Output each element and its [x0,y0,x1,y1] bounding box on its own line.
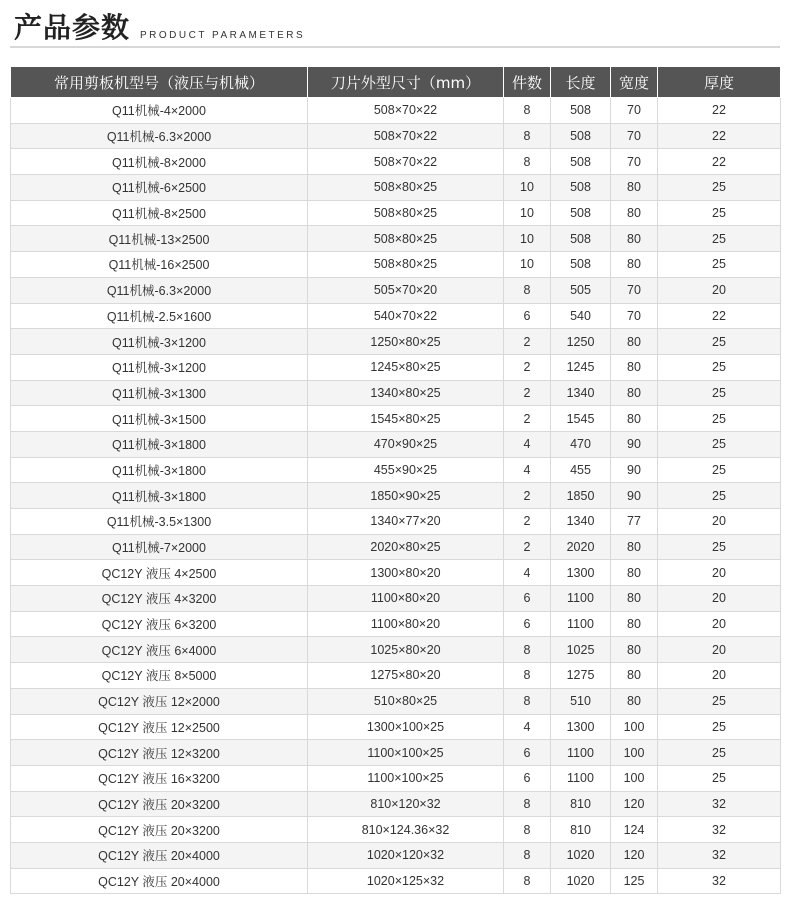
cell-quantity: 4 [504,714,551,740]
cell-length: 810 [551,791,611,817]
cell-length: 1850 [551,483,611,509]
cell-thickness: 25 [658,714,781,740]
cell-quantity: 8 [504,791,551,817]
cell-width: 80 [611,534,658,560]
cell-width: 80 [611,663,658,689]
cell-length: 508 [551,226,611,252]
cell-length: 1100 [551,740,611,766]
cell-blade-size: 1100×100×25 [308,740,504,766]
cell-quantity: 2 [504,483,551,509]
cell-length: 1545 [551,406,611,432]
table-row [11,534,781,560]
cell-model: Q11机械-3×1500 [11,406,308,432]
column-header-quantity: 件数 [504,67,551,98]
cell-blade-size: 2020×80×25 [308,534,504,560]
cell-width: 125 [611,868,658,894]
cell-thickness: 25 [658,688,781,714]
table-row [11,226,781,252]
cell-thickness: 20 [658,586,781,612]
cell-model: Q11机械-3×1200 [11,354,308,380]
cell-width: 90 [611,483,658,509]
cell-quantity: 6 [504,765,551,791]
cell-quantity: 8 [504,868,551,894]
cell-quantity: 8 [504,637,551,663]
cell-thickness: 25 [658,457,781,483]
cell-model: QC12Y 液压 20×3200 [11,791,308,817]
cell-thickness: 20 [658,637,781,663]
cell-width: 80 [611,200,658,226]
cell-thickness: 20 [658,611,781,637]
cell-quantity: 8 [504,817,551,843]
cell-model: QC12Y 液压 4×2500 [11,560,308,586]
cell-quantity: 10 [504,252,551,278]
cell-thickness: 25 [658,175,781,201]
cell-width: 90 [611,457,658,483]
cell-model: Q11机械-6.3×2000 [11,277,308,303]
cell-quantity: 10 [504,226,551,252]
cell-length: 1300 [551,714,611,740]
cell-blade-size: 810×120×32 [308,791,504,817]
cell-model: QC12Y 液压 6×4000 [11,637,308,663]
cell-width: 70 [611,277,658,303]
cell-blade-size: 540×70×22 [308,303,504,329]
cell-length: 540 [551,303,611,329]
cell-model: Q11机械-3×1800 [11,483,308,509]
cell-width: 124 [611,817,658,843]
table-row [11,431,781,457]
cell-width: 80 [611,560,658,586]
table-row [11,483,781,509]
cell-width: 70 [611,123,658,149]
cell-blade-size: 1850×90×25 [308,483,504,509]
cell-length: 1100 [551,611,611,637]
cell-model: QC12Y 液压 12×2000 [11,688,308,714]
cell-thickness: 25 [658,200,781,226]
cell-quantity: 2 [504,354,551,380]
cell-quantity: 8 [504,123,551,149]
cell-thickness: 32 [658,842,781,868]
cell-model: QC12Y 液压 8×5000 [11,663,308,689]
column-header-blade-size: 刀片外型尺寸（mm） [308,67,504,98]
cell-width: 70 [611,98,658,124]
table-row [11,252,781,278]
cell-model: Q11机械-3×1300 [11,380,308,406]
cell-thickness: 22 [658,98,781,124]
cell-model: QC12Y 液压 16×3200 [11,765,308,791]
cell-blade-size: 1250×80×25 [308,329,504,355]
cell-width: 80 [611,586,658,612]
cell-length: 508 [551,200,611,226]
cell-model: Q11机械-16×2500 [11,252,308,278]
cell-model: Q11机械-13×2500 [11,226,308,252]
cell-thickness: 22 [658,123,781,149]
cell-quantity: 6 [504,303,551,329]
cell-quantity: 6 [504,586,551,612]
cell-width: 80 [611,637,658,663]
cell-blade-size: 508×70×22 [308,149,504,175]
cell-width: 70 [611,149,658,175]
table-row [11,149,781,175]
cell-blade-size: 1100×100×25 [308,765,504,791]
table-row [11,868,781,894]
cell-length: 505 [551,277,611,303]
cell-thickness: 25 [658,329,781,355]
cell-length: 470 [551,431,611,457]
cell-blade-size: 510×80×25 [308,688,504,714]
cell-length: 1020 [551,842,611,868]
cell-model: QC12Y 液压 20×4000 [11,868,308,894]
cell-length: 1245 [551,354,611,380]
table-row [11,842,781,868]
cell-model: Q11机械-4×2000 [11,98,308,124]
cell-blade-size: 1100×80×20 [308,611,504,637]
cell-length: 1020 [551,868,611,894]
table-row [11,714,781,740]
cell-length: 1340 [551,509,611,535]
cell-thickness: 25 [658,354,781,380]
cell-quantity: 2 [504,406,551,432]
column-header-width: 宽度 [611,67,658,98]
table-row [11,586,781,612]
cell-blade-size: 508×80×25 [308,252,504,278]
cell-thickness: 32 [658,868,781,894]
cell-width: 70 [611,303,658,329]
cell-length: 508 [551,252,611,278]
header-divider [10,46,780,48]
table-row [11,740,781,766]
cell-length: 1100 [551,586,611,612]
cell-blade-size: 810×124.36×32 [308,817,504,843]
table-body [11,98,781,894]
cell-blade-size: 1020×125×32 [308,868,504,894]
column-header-length: 长度 [551,67,611,98]
cell-blade-size: 508×80×25 [308,200,504,226]
cell-model: QC12Y 液压 12×3200 [11,740,308,766]
cell-width: 90 [611,431,658,457]
cell-length: 455 [551,457,611,483]
cell-blade-size: 1340×77×20 [308,509,504,535]
cell-thickness: 22 [658,303,781,329]
cell-length: 508 [551,175,611,201]
cell-width: 80 [611,380,658,406]
cell-model: Q11机械-8×2000 [11,149,308,175]
page-title: 产品参数 [14,11,131,44]
cell-blade-size: 1545×80×25 [308,406,504,432]
cell-model: Q11机械-3×1800 [11,431,308,457]
cell-blade-size: 1025×80×20 [308,637,504,663]
cell-thickness: 32 [658,791,781,817]
cell-model: Q11机械-3.5×1300 [11,509,308,535]
table-row [11,509,781,535]
table-row [11,817,781,843]
cell-model: Q11机械-6.3×2000 [11,123,308,149]
cell-thickness: 20 [658,509,781,535]
cell-blade-size: 1245×80×25 [308,354,504,380]
cell-thickness: 25 [658,483,781,509]
cell-model: Q11机械-3×1200 [11,329,308,355]
cell-width: 80 [611,611,658,637]
cell-length: 1100 [551,765,611,791]
cell-quantity: 6 [504,740,551,766]
table-row [11,329,781,355]
cell-thickness: 20 [658,560,781,586]
cell-quantity: 4 [504,457,551,483]
table-row [11,123,781,149]
cell-quantity: 4 [504,560,551,586]
cell-quantity: 4 [504,431,551,457]
table-row [11,200,781,226]
cell-thickness: 22 [658,149,781,175]
cell-thickness: 25 [658,534,781,560]
cell-width: 80 [611,226,658,252]
cell-model: Q11机械-2.5×1600 [11,303,308,329]
cell-blade-size: 508×70×22 [308,123,504,149]
page-header [0,0,790,50]
cell-width: 80 [611,252,658,278]
cell-model: QC12Y 液压 20×4000 [11,842,308,868]
cell-blade-size: 1020×120×32 [308,842,504,868]
cell-quantity: 2 [504,380,551,406]
cell-blade-size: 1340×80×25 [308,380,504,406]
cell-length: 508 [551,149,611,175]
cell-blade-size: 455×90×25 [308,457,504,483]
table-row [11,688,781,714]
cell-thickness: 20 [658,663,781,689]
cell-thickness: 32 [658,817,781,843]
table-row [11,765,781,791]
cell-thickness: 25 [658,252,781,278]
cell-length: 508 [551,123,611,149]
cell-blade-size: 508×80×25 [308,226,504,252]
cell-model: Q11机械-6×2500 [11,175,308,201]
table-row [11,98,781,124]
cell-width: 100 [611,765,658,791]
cell-thickness: 25 [658,740,781,766]
cell-blade-size: 1300×100×25 [308,714,504,740]
cell-width: 77 [611,509,658,535]
cell-quantity: 8 [504,842,551,868]
cell-length: 1300 [551,560,611,586]
cell-quantity: 8 [504,688,551,714]
cell-quantity: 2 [504,509,551,535]
cell-width: 100 [611,740,658,766]
cell-thickness: 25 [658,380,781,406]
column-header-thickness: 厚度 [658,67,781,98]
cell-width: 80 [611,406,658,432]
cell-blade-size: 508×70×22 [308,98,504,124]
cell-model: Q11机械-7×2000 [11,534,308,560]
cell-width: 120 [611,791,658,817]
cell-quantity: 8 [504,663,551,689]
cell-blade-size: 470×90×25 [308,431,504,457]
cell-length: 2020 [551,534,611,560]
table-row [11,406,781,432]
cell-model: Q11机械-3×1800 [11,457,308,483]
cell-quantity: 2 [504,329,551,355]
cell-quantity: 8 [504,98,551,124]
cell-thickness: 25 [658,765,781,791]
cell-width: 80 [611,175,658,201]
cell-length: 510 [551,688,611,714]
table-header-row [11,67,781,98]
cell-width: 80 [611,354,658,380]
cell-model: Q11机械-8×2500 [11,200,308,226]
cell-blade-size: 508×80×25 [308,175,504,201]
product-parameters-table [10,66,781,894]
cell-model: QC12Y 液压 4×3200 [11,586,308,612]
cell-quantity: 10 [504,175,551,201]
cell-length: 1250 [551,329,611,355]
table-row [11,611,781,637]
cell-thickness: 20 [658,277,781,303]
cell-blade-size: 1300×80×20 [308,560,504,586]
table-row [11,663,781,689]
table-row [11,637,781,663]
cell-quantity: 8 [504,277,551,303]
cell-length: 1275 [551,663,611,689]
cell-thickness: 25 [658,406,781,432]
cell-model: QC12Y 液压 20×3200 [11,817,308,843]
cell-length: 810 [551,817,611,843]
table-row [11,791,781,817]
cell-length: 1025 [551,637,611,663]
cell-quantity: 2 [504,534,551,560]
cell-quantity: 6 [504,611,551,637]
cell-thickness: 25 [658,431,781,457]
table-row [11,303,781,329]
cell-width: 80 [611,329,658,355]
table-row [11,560,781,586]
cell-quantity: 10 [504,200,551,226]
cell-length: 508 [551,98,611,124]
cell-model: QC12Y 液压 12×2500 [11,714,308,740]
cell-blade-size: 1275×80×20 [308,663,504,689]
cell-quantity: 8 [504,149,551,175]
cell-blade-size: 505×70×20 [308,277,504,303]
table-row [11,457,781,483]
cell-width: 120 [611,842,658,868]
table-row [11,380,781,406]
page-subtitle: PRODUCT PARAMETERS [140,30,306,41]
table-row [11,175,781,201]
cell-model: QC12Y 液压 6×3200 [11,611,308,637]
cell-thickness: 25 [658,226,781,252]
table-row [11,277,781,303]
cell-blade-size: 1100×80×20 [308,586,504,612]
table-row [11,354,781,380]
cell-width: 100 [611,714,658,740]
cell-width: 80 [611,688,658,714]
cell-length: 1340 [551,380,611,406]
column-header-model: 常用剪板机型号（液压与机械） [11,67,308,98]
